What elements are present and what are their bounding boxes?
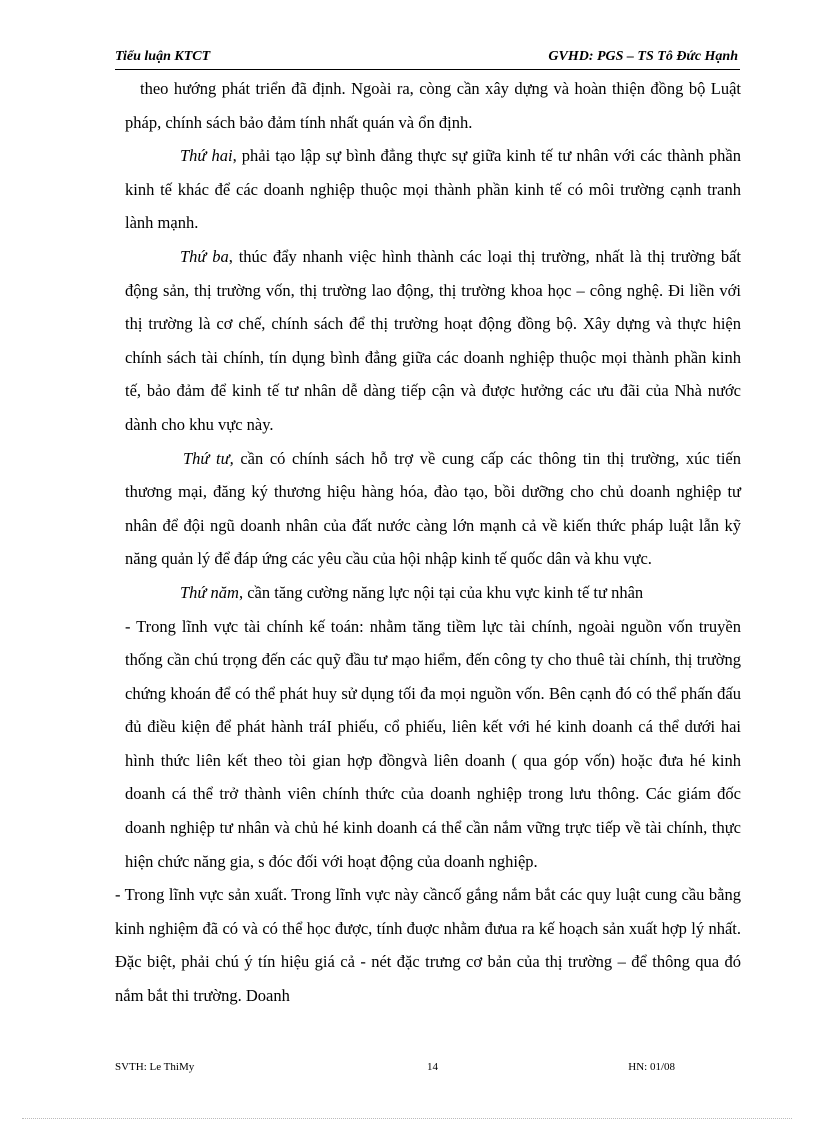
header-instructor: GVHD: PGS – TS Tô Đức Hạnh bbox=[548, 49, 738, 64]
paragraph-4: Thứ tư, cần có chính sách hỗ trợ về cung cấp các thông tin thị trường, xúc tiến thương mại, đăng ký thương hiệu hàng hóa, đào tạo, bồi dưỡng cho chủ doanh nghiệp tư nhân để đội ngũ doanh nhân của đất nước càng lớn mạnh cả về kiến thức pháp luật lẫn kỹ năng quản lý để đáp ứng các yêu cầu của hội nhập kinh tế quốc dân và khu vực. bbox=[125, 448, 742, 569]
page-bottom-divider bbox=[22, 1118, 792, 1119]
paragraph-7: - Trong lĩnh vực sản xuất. Trong lĩnh vực này cầncố gắng nắm bắt các quy luật cung cầu bằng kinh nghiệm đã có và có thể học được, tính đuợc nhằm đưua ra kế hoạch sản xuất hợp lý nhất. Đặc biệt, phải chú ý tín hiệu giá cả - nét đặc trưng cơ bản của thị trường – để thông qua đó nắm bắt thi trường. Doanh bbox=[115, 885, 741, 1006]
page-footer bbox=[115, 1061, 675, 1077]
paragraph-1: theo hướng phát triển đã định. Ngoài ra, còng cần xây dựng và hoàn thiện đồng bộ Luật pháp, chính sách bảo đảm tính nhất quán và ổn định. bbox=[125, 79, 741, 132]
paragraph-lead: Thứ hai bbox=[180, 146, 233, 166]
paragraph-lead: Thứ tư, bbox=[183, 448, 234, 468]
paragraph-lead: Thứ ba bbox=[180, 246, 229, 266]
footer-student: SVTH: Le ThiMy bbox=[115, 1061, 195, 1073]
paragraph-lead: Thứ năm bbox=[180, 582, 239, 602]
paragraph-6: - Trong lĩnh vực tài chính kế toán: nhằm tăng tiềm lực tài chính, ngoài nguồn vốn truyền thống cần chú trọng đến các quỹ đầu tư mạo hiểm, đến công ty cho thuê tài chính, thị trường chứng khoán để có thể phát huy sử dụng tối đa mọi nguồn vốn. Bên cạnh đó có thể phấn đấu đủ điều kiện để phát hành tráI phiếu, cổ phiếu, liên kết với hé kinh doanh cá thể dưới hai hình thức liên kết theo tòi gian hợp đồngvà liên doanh ( qua góp vốn) hoặc đưa hé kinh doanh cá thể trở thành viên chính thức của doanh nghiệp trong lưu thông. Các giám đốc doanh nghiệp tư nhân và chủ hé kinh doanh cá thể cần nắm vững trực tiếp về tài chính, thực hiện chức năng gia, s đóc đối với hoạt động của doanh nghiệp. bbox=[125, 616, 741, 871]
header-course-title: Tiểu luận KTCT bbox=[115, 49, 211, 64]
paragraph-5: Thứ năm, cần tăng cường năng lực nội tại của khu vực kinh tế tư nhân bbox=[180, 582, 644, 602]
page-header bbox=[115, 49, 740, 70]
body-text bbox=[115, 72, 742, 1013]
paragraph-3: Thứ ba, thúc đẩy nhanh việc hình thành các loại thị trường, nhất là thị trường bất động sản, thị trường vốn, thị trường lao động, thị trường khoa học – công nghệ. Đi liền với thị trường là cơ chế, chính sách để thị trường hoạt động đồng bộ. Xây dựng và thực hiện chính sách tài chính, tín dụng bình đẳng giữa các doanh nghiệp thuộc mọi thành phần kinh tế, bảo đảm để kinh tế tư nhân dễ dàng tiếp cận và được hưởng các ưu đãi của Nhà nước dành cho khu vực này. bbox=[125, 246, 741, 434]
paragraph-2: Thứ hai, phải tạo lập sự bình đẳng thực sự giữa kinh tế tư nhân với các thành phần kinh tế khác để các doanh nghiệp thuộc mọi thành phần kinh tế có môi trường cạnh tranh lành mạnh. bbox=[125, 146, 741, 233]
footer-class: HN: 01/08 bbox=[628, 1061, 675, 1073]
page-number: 14 bbox=[427, 1061, 438, 1073]
